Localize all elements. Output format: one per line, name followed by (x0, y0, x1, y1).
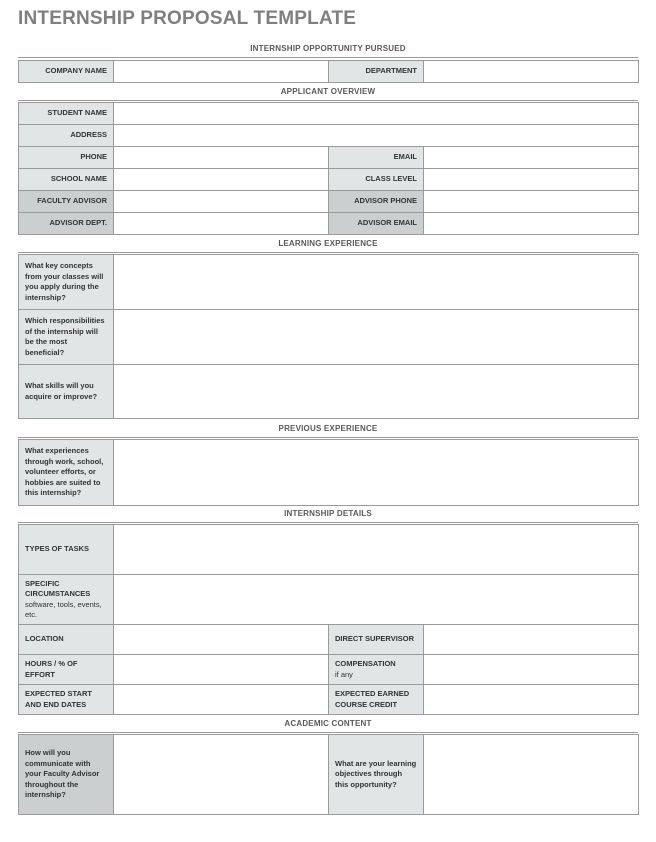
advisor-dept-label: ADVISOR DEPT. (19, 213, 114, 235)
expected-dates-label: EXPECTED START AND END DATES (19, 685, 114, 715)
previous-answer-experiences[interactable] (114, 440, 639, 506)
academic-table (18, 734, 639, 815)
specific-circumstances-hint: software, tools, events, etc. (25, 599, 102, 619)
section-heading-opportunity: INTERNSHIP OPPORTUNITY PURSUED (18, 44, 638, 53)
email-field[interactable] (424, 147, 639, 169)
email-label: EMAIL (329, 147, 424, 169)
section-heading-previous: PREVIOUS EXPERIENCE (18, 424, 638, 433)
hours-label: HOURS / % OF EFFORT (19, 655, 114, 685)
phone-field[interactable] (114, 147, 329, 169)
section-heading-applicant: APPLICANT OVERVIEW (18, 87, 638, 96)
advisor-email-label: ADVISOR EMAIL (329, 213, 424, 235)
academic-answer-communicate[interactable] (114, 735, 329, 815)
learning-answer-responsibilities[interactable] (114, 310, 639, 365)
compensation-hint: if any (335, 669, 353, 679)
faculty-advisor-label: FACULTY ADVISOR (19, 191, 114, 213)
learning-question-responsibilities: Which responsibilities of the internship will be the most beneficial? (19, 310, 114, 365)
address-label: ADDRESS (19, 125, 114, 147)
expected-credit-label: EXPECTED EARNED COURSE CREDIT (329, 685, 424, 715)
student-name-field[interactable] (114, 103, 639, 125)
learning-answer-skills[interactable] (114, 365, 639, 419)
phone-label: PHONE (19, 147, 114, 169)
school-name-field[interactable] (114, 169, 329, 191)
page-title: INTERNSHIP PROPOSAL TEMPLATE (18, 8, 357, 29)
previous-table (18, 439, 639, 506)
learning-answer-concepts[interactable] (114, 255, 639, 310)
student-name-label: STUDENT NAME (19, 103, 114, 125)
applicant-table (18, 102, 639, 235)
faculty-advisor-field[interactable] (114, 191, 329, 213)
types-of-tasks-field[interactable] (114, 525, 639, 575)
compensation-label (329, 655, 424, 685)
company-name-label: COMPANY NAME (19, 61, 114, 83)
compensation-field[interactable] (424, 655, 639, 685)
department-label: DEPARTMENT (329, 61, 424, 83)
section-heading-learning: LEARNING EXPERIENCE (18, 239, 638, 248)
advisor-dept-field[interactable] (114, 213, 329, 235)
compensation-title: COMPENSATION (335, 659, 396, 668)
school-name-label: SCHOOL NAME (19, 169, 114, 191)
address-field[interactable] (114, 125, 639, 147)
academic-answer-objectives[interactable] (424, 735, 639, 815)
location-label: LOCATION (19, 625, 114, 655)
opportunity-table (18, 60, 639, 83)
expected-credit-field[interactable] (424, 685, 639, 715)
section-heading-academic: ACADEMIC CONTENT (18, 719, 638, 728)
class-level-field[interactable] (424, 169, 639, 191)
specific-circumstances-label (19, 575, 114, 625)
location-field[interactable] (114, 625, 329, 655)
section-heading-details: INTERNSHIP DETAILS (18, 509, 638, 518)
details-table (18, 524, 639, 715)
learning-question-concepts: What key concepts from your classes will you apply during the internship? (19, 255, 114, 310)
class-level-label: CLASS LEVEL (329, 169, 424, 191)
expected-dates-field[interactable] (114, 685, 329, 715)
academic-question-objectives: What are your learning objectives through this opportunity? (329, 735, 424, 815)
advisor-email-field[interactable] (424, 213, 639, 235)
learning-question-skills: What skills will you acquire or improve? (19, 365, 114, 419)
department-field[interactable] (424, 61, 639, 83)
direct-supervisor-field[interactable] (424, 625, 639, 655)
hours-field[interactable] (114, 655, 329, 685)
specific-circumstances-field[interactable] (114, 575, 639, 625)
academic-question-communicate: How will you communicate with your Faculty Advisor throughout the internship? (19, 735, 114, 815)
specific-circumstances-title: SPECIFIC CIRCUMSTANCES (25, 578, 91, 598)
direct-supervisor-label: DIRECT SUPERVISOR (329, 625, 424, 655)
learning-table (18, 254, 639, 419)
previous-question-experiences: What experiences through work, school, volunteer efforts, or hobbies are suited to this internship? (19, 440, 114, 506)
types-of-tasks-label: TYPES OF TASKS (19, 525, 114, 575)
advisor-phone-label: ADVISOR PHONE (329, 191, 424, 213)
company-name-field[interactable] (114, 61, 329, 83)
advisor-phone-field[interactable] (424, 191, 639, 213)
